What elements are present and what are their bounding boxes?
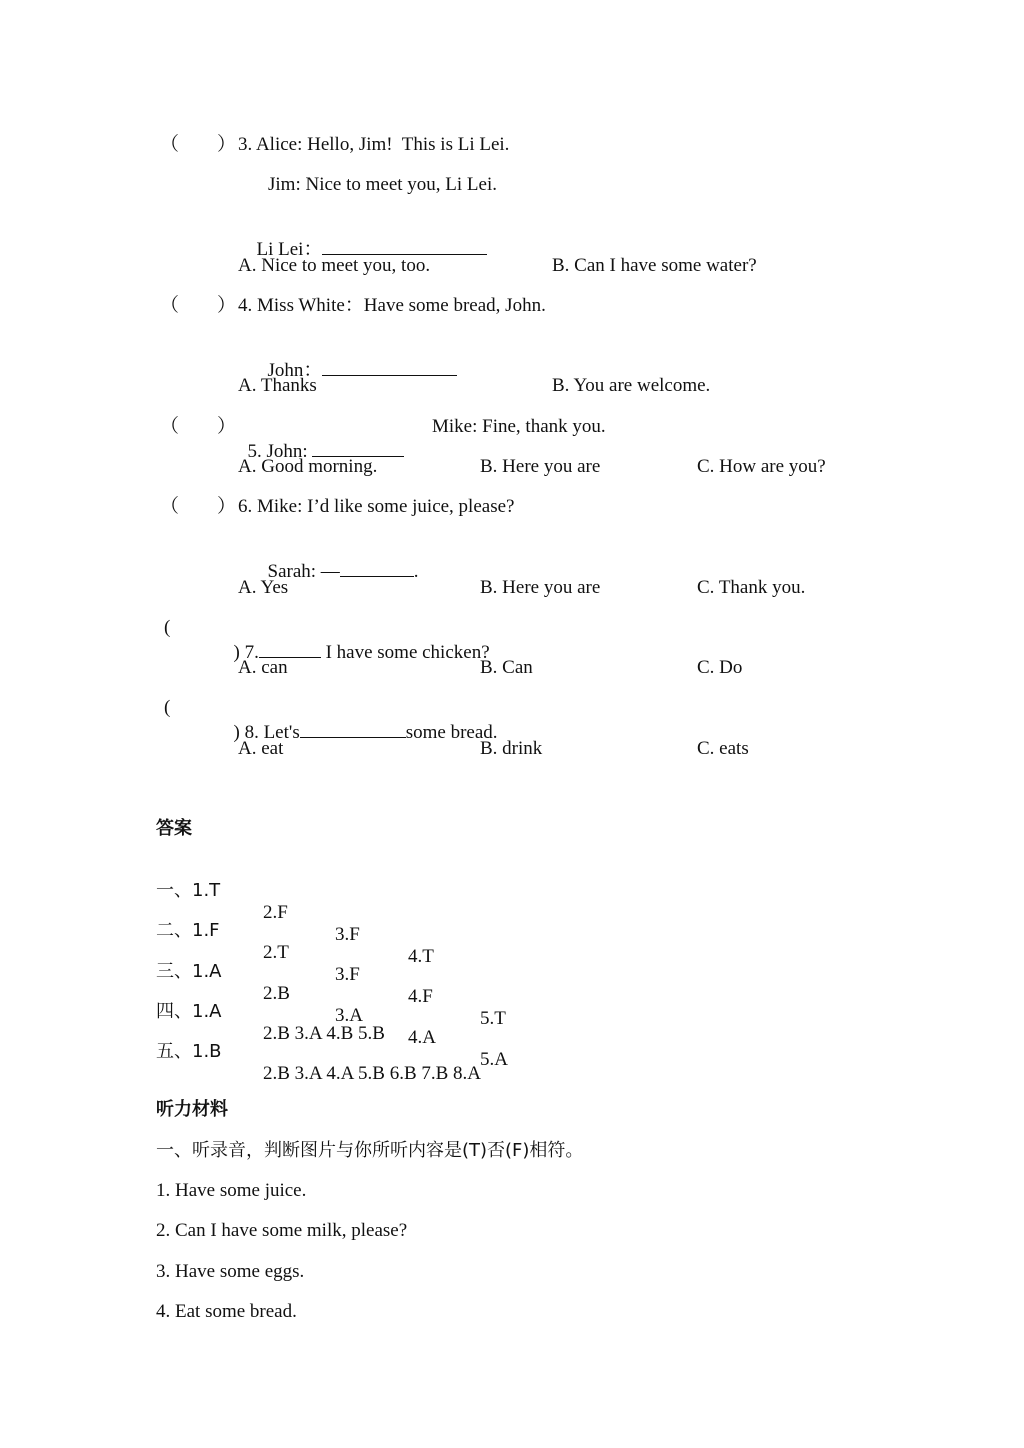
listening-item: 3. Have some eggs. [156, 1261, 305, 1282]
q6-option-b: B. Here you are [480, 577, 601, 598]
q5-stem-text: 5. John: [247, 441, 308, 462]
listening-title: 听力材料 [156, 1099, 228, 1120]
answer-row-2-item: 4.F [408, 986, 433, 1007]
q8-stem [224, 697, 498, 744]
answer-row-1-item: 3.F [335, 924, 360, 945]
q3-option-a: A. Nice to meet you, too. [238, 255, 431, 276]
q8-option-c: C. eats [697, 738, 749, 759]
q8-answer-blank [300, 719, 406, 738]
q3-answer-blank [322, 236, 487, 255]
listening-instruction: 一、听录音，判断图片与你所听内容是(T)否(F)相符。 [156, 1140, 584, 1161]
q5-option-b: B. Here you are [480, 456, 601, 477]
q6-option-a: A. Yes [238, 577, 289, 598]
q7-answer-blank [259, 639, 321, 658]
answer-row-2-item: 5.T [480, 1008, 506, 1029]
q7-bracket: ( [164, 617, 171, 638]
q4-speaker: John： [267, 360, 323, 381]
q4-stem: 4. Miss White：Have some bread, John. [238, 295, 546, 316]
answer-row-3-item: 3.A [335, 1005, 363, 1026]
q5-answer-blank [312, 438, 404, 457]
q7-option-b: B. Can [480, 657, 533, 678]
q6-option-c: C. Thank you. [697, 577, 806, 598]
answer-row-4-item: 2.B 3.A 4.B 5.B [263, 1023, 385, 1044]
q8-bracket: ( [164, 697, 171, 718]
q5-stem-after: Mike: Fine, thank you. [432, 416, 606, 437]
answer-row-2-label: 二、1.F [156, 920, 220, 941]
q8-stem-after: some bread. [405, 722, 498, 743]
q7-stem-after: I have some chicken? [325, 642, 490, 663]
answer-row-3-item: 2.B [263, 983, 290, 1004]
answer-row-3-item: 5.A [480, 1049, 508, 1070]
q7-option-a: A. can [238, 657, 288, 678]
q8-stem-text: ) 8. Let's [233, 722, 300, 743]
answer-row-3-item: 4.A [408, 1027, 436, 1048]
answer-row-1-label: 一、1.T [156, 880, 221, 901]
q3-speaker: Li Lei： [256, 239, 323, 260]
answer-row-2-item: 2.T [263, 942, 289, 963]
q4-answer-blank [322, 357, 457, 376]
q8-option-a: A. eat [238, 738, 284, 759]
q4-option-b: B. You are welcome. [552, 375, 711, 396]
q5-option-a: A. Good morning. [238, 456, 378, 477]
q6-stem: 6. Mike: I’d like some juice, please? [238, 496, 515, 517]
q4-bracket: （ ） [160, 295, 237, 316]
listening-item: 4. Eat some bread. [156, 1301, 297, 1322]
q5-bracket: （ ） [160, 416, 237, 437]
q3-line-lilei [247, 214, 487, 261]
q6-bracket: （ ） [160, 496, 237, 517]
q3-bracket: （ ） [160, 134, 237, 155]
listening-item: 2. Can I have some milk, please? [156, 1220, 408, 1241]
answer-row-1-item: 2.F [263, 902, 288, 923]
answer-row-5-label: 五、1.B [156, 1041, 222, 1062]
answer-row-4-label: 四、1.A [156, 1001, 222, 1022]
answer-row-3-label: 三、1.A [156, 961, 222, 982]
q4-option-a: A. Thanks [238, 375, 317, 396]
q7-option-c: C. Do [697, 657, 743, 678]
q6-period: . [413, 561, 419, 582]
answer-row-2-item: 3.F [335, 964, 360, 985]
q8-option-b: B. drink [480, 738, 543, 759]
q6-speaker: Sarah: — [267, 561, 340, 582]
answer-row-5-item: 2.B 3.A 4.A 5.B 6.B 7.B 8.A [263, 1063, 482, 1084]
q5-option-c: C. How are you? [697, 456, 826, 477]
q7-stem-text: ) 7. [233, 642, 259, 663]
q6-answer-blank [340, 558, 414, 577]
q3-option-b: B. Can I have some water? [552, 255, 757, 276]
answers-title: 答案 [156, 818, 192, 839]
listening-item: 1. Have some juice. [156, 1180, 307, 1201]
q6-line-sarah [258, 536, 419, 583]
q3-stem: 3. Alice: Hello, Jim! This is Li Lei. [238, 134, 510, 155]
q3-line-jim: Jim: Nice to meet you, Li Lei. [268, 174, 498, 195]
answer-row-1-item: 4.T [408, 946, 434, 967]
